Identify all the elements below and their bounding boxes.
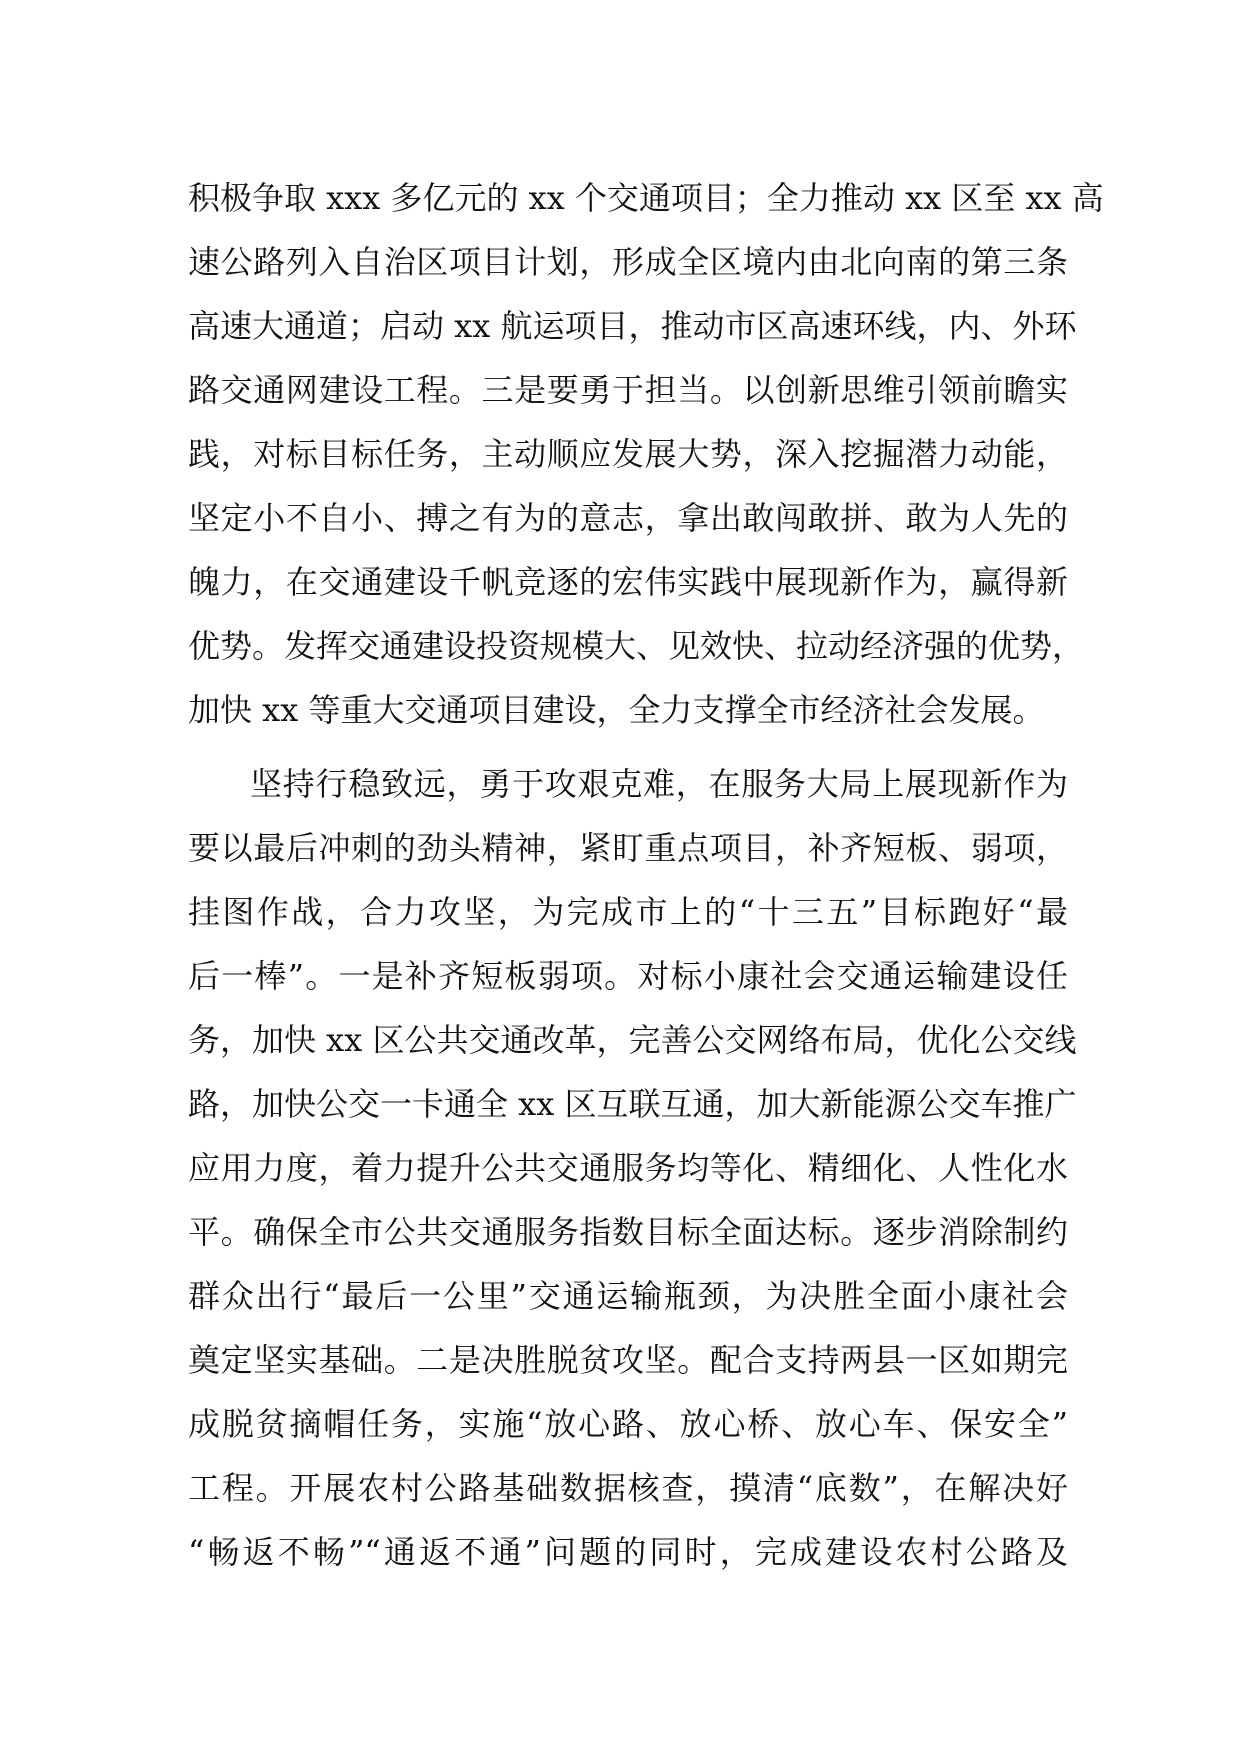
paragraph-line: 后一棒”。一是补齐短板弱项。对标小康社会交通运输建设任 <box>188 957 1068 995</box>
paragraph-line: 魄力，在交通建设千帆竞逐的宏伟实践中展现新作为，赢得新 <box>188 563 1068 601</box>
paragraph-line: 路，加快公交一卡通全 xx 区互联互通，加大新能源公交车推广 <box>188 1085 1077 1123</box>
paragraph-line: “畅返不畅”“通返不通”问题的同时，完成建设农村公路及 <box>188 1533 1068 1571</box>
paragraph-line: 坚定小不自小、搏之有为的意志，拿出敢闯敢拼、敢为人先的 <box>188 499 1068 537</box>
paragraph-line: 高速大通道；启动 xx 航运项目，推动市区高速环线，内、外环 <box>188 307 1077 345</box>
paragraph-2 <box>188 752 1077 1584</box>
paragraph-line: 群众出行“最后一公里”交通运输瓶颈，为决胜全面小康社会 <box>188 1277 1068 1315</box>
paragraph-1 <box>188 166 1104 742</box>
paragraph-line: 要以最后冲刺的劲头精神，紧盯重点项目，补齐短板、弱项， <box>188 829 1068 867</box>
paragraph-line: 平。确保全市公共交通服务指数目标全面达标。逐步消除制约 <box>188 1213 1068 1251</box>
paragraph-line: 工程。开展农村公路基础数据核查，摸清“底数”，在解决好 <box>188 1469 1068 1507</box>
paragraph-line: 积极争取 xxx 多亿元的 xx 个交通项目；全力推动 xx 区至 xx 高 <box>188 179 1104 217</box>
paragraph-line: 应用力度，着力提升公共交通服务均等化、精细化、人性化水 <box>188 1149 1068 1187</box>
section-heading-line: 坚持行稳致远，勇于攻艰克难，在服务大局上展现新作为 <box>250 765 1068 803</box>
paragraph-line: 挂图作战，合力攻坚，为完成市上的“十三五”目标跑好“最 <box>188 893 1068 931</box>
paragraph-line: 务，加快 xx 区公共交通改革，完善公交网络布局，优化公交线 <box>188 1021 1077 1059</box>
paragraph-line: 速公路列入自治区项目计划，形成全区境内由北向南的第三条 <box>188 243 1068 281</box>
paragraph-line: 优势。发挥交通建设投资规模大、见效快、拉动经济强的优势， <box>188 627 1085 665</box>
paragraph-line: 路交通网建设工程。三是要勇于担当。以创新思维引领前瞻实 <box>188 371 1068 409</box>
paragraph-line: 践，对标目标任务，主动顺应发展大势，深入挖掘潜力动能， <box>188 435 1068 473</box>
paragraph-line: 加快 xx 等重大交通项目建设，全力支撑全市经济社会发展。 <box>188 691 1045 729</box>
paragraph-line: 奠定坚实基础。二是决胜脱贫攻坚。配合支持两县一区如期完 <box>188 1341 1068 1379</box>
paragraph-line: 成脱贫摘帽任务，实施“放心路、放心桥、放心车、保安全” <box>188 1405 1068 1443</box>
